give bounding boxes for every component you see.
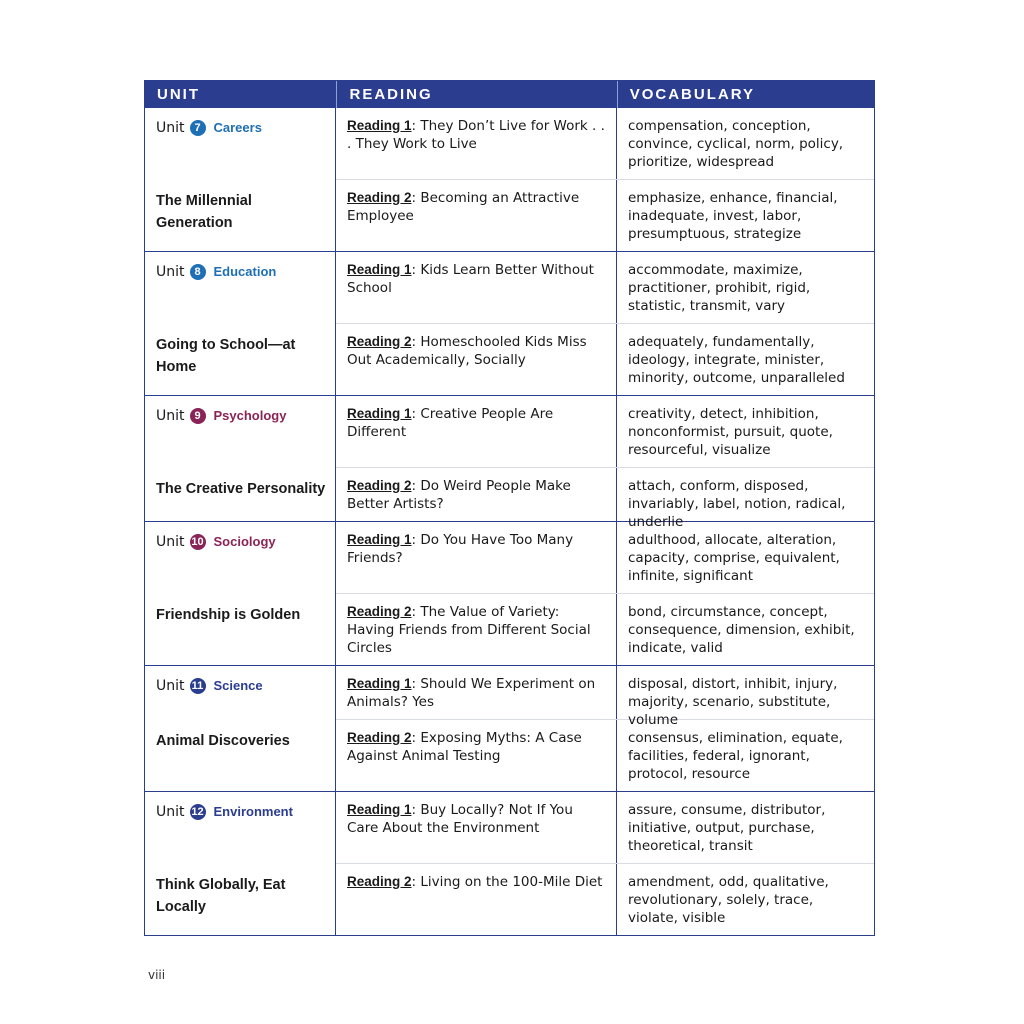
header-unit: UNIT <box>145 81 337 108</box>
reading-row <box>336 719 874 791</box>
unit-subject: Careers <box>213 120 262 135</box>
table-of-contents <box>144 80 875 936</box>
reading-row <box>336 593 874 665</box>
reading-title: : They Don’t Live for Work . . . They Work to Live <box>347 118 605 152</box>
reading-cell <box>336 396 617 467</box>
reading-label: Reading 2 <box>347 190 412 205</box>
vocabulary-cell: adulthood, allocate, alteration, capacity, comprise, equivalent, infinite, significant <box>628 532 840 584</box>
unit-subject: Education <box>213 264 277 279</box>
reading-cell <box>336 324 617 395</box>
reading-row <box>336 179 874 251</box>
unit-label <box>156 406 286 426</box>
vocabulary-cell: accommodate, maximize, practitioner, prohibit, rigid, statistic, transmit, vary <box>628 262 811 314</box>
unit-row <box>145 251 874 395</box>
unit-row <box>145 108 874 251</box>
vocabulary-cell: amendment, odd, qualitative, revolutionary, solely, trace, violate, visible <box>628 874 829 926</box>
page-number: viii <box>148 968 166 982</box>
unit-label <box>156 802 293 822</box>
reading-label: Reading 1 <box>347 676 412 691</box>
reading-title: : Should We Experiment on Animals? Yes <box>347 676 596 710</box>
reading-label: Reading 2 <box>347 478 412 493</box>
unit-word: Unit <box>156 264 185 280</box>
unit-number-badge: 7 <box>190 120 206 136</box>
unit-word: Unit <box>156 120 185 136</box>
reading-label: Reading 2 <box>347 334 412 349</box>
reading-title: : Buy Locally? Not If You Care About the Environment <box>347 802 573 836</box>
reading-cell <box>336 666 617 719</box>
reading-label: Reading 1 <box>347 406 412 421</box>
reading-title: : Homeschooled Kids Miss Out Academically, Socially <box>347 334 587 368</box>
reading-title: : Living on the 100-Mile Diet <box>411 874 603 890</box>
reading-label: Reading 1 <box>347 532 412 547</box>
reading-cell <box>336 252 617 323</box>
reading-row <box>336 252 874 323</box>
unit-cell <box>145 252 336 395</box>
reading-rows <box>336 792 874 935</box>
reading-cell <box>336 468 617 521</box>
unit-word: Unit <box>156 678 185 694</box>
reading-cell <box>336 522 617 593</box>
reading-rows <box>336 666 874 791</box>
reading-label: Reading 2 <box>347 604 412 619</box>
unit-number-badge: 9 <box>190 408 206 424</box>
unit-title: The Creative Personality <box>156 481 326 497</box>
vocabulary-cell: bond, circumstance, concept, consequence, dimension, exhibit, indicate, valid <box>628 604 855 656</box>
reading-row <box>336 666 874 728</box>
reading-label: Reading 2 <box>347 874 412 889</box>
vocabulary-cell: assure, consume, distributor, initiative, output, purchase, theoretical, transit <box>628 802 826 854</box>
reading-row <box>336 522 874 593</box>
reading-row <box>336 108 874 179</box>
unit-label <box>156 676 263 696</box>
unit-number-badge: 11 <box>190 678 206 694</box>
reading-rows <box>336 252 874 395</box>
unit-title: Friendship is Golden <box>156 607 301 623</box>
reading-rows <box>336 108 874 251</box>
vocabulary-cell: emphasize, enhance, financial, inadequate, invest, labor, presumptuous, strategize <box>628 190 838 242</box>
vocabulary-cell: creativity, detect, inhibition, nonconformist, pursuit, quote, resourceful, visualize <box>628 406 833 458</box>
unit-word: Unit <box>156 804 185 820</box>
reading-label: Reading 1 <box>347 118 412 133</box>
unit-word: Unit <box>156 408 185 424</box>
unit-subject: Environment <box>213 804 293 819</box>
table-header <box>145 81 874 108</box>
unit-number-badge: 10 <box>191 536 204 548</box>
reading-title: : The Value of Variety: Having Friends from Different Social Circles <box>347 604 591 656</box>
unit-cell <box>145 522 336 665</box>
unit-cell <box>145 792 336 935</box>
vocabulary-cell: adequately, fundamentally, ideology, integrate, minister, minority, outcome, unparalleled <box>628 334 845 386</box>
unit-cell <box>145 666 336 791</box>
vocabulary-cell: consensus, elimination, equate, facilities, federal, ignorant, protocol, resource <box>628 730 843 782</box>
reading-label: Reading 1 <box>347 802 412 817</box>
reading-title: : Exposing Myths: A Case Against Animal Testing <box>347 730 582 764</box>
unit-word: Unit <box>156 534 185 550</box>
reading-rows <box>336 396 874 530</box>
reading-row <box>336 863 874 935</box>
unit-label <box>156 262 276 282</box>
reading-row <box>336 467 874 530</box>
unit-title: Going to School—at Home <box>156 337 296 375</box>
reading-row <box>336 792 874 863</box>
unit-title: Think Globally, Eat Locally <box>156 877 286 915</box>
reading-cell <box>336 864 617 935</box>
unit-number-badge: 12 <box>191 806 204 818</box>
unit-subject: Science <box>213 678 263 693</box>
unit-row <box>145 665 874 791</box>
unit-subject: Sociology <box>213 534 276 549</box>
unit-cell <box>145 108 336 251</box>
unit-row <box>145 395 874 530</box>
units-body <box>145 108 874 935</box>
vocabulary-cell: compensation, conception, convince, cyclical, norm, policy, prioritize, widespread <box>628 118 844 170</box>
reading-cell <box>336 792 617 863</box>
unit-cell <box>145 396 336 521</box>
vocabulary-cell: attach, conform, disposed, invariably, label, notion, radical, underlie <box>628 478 846 530</box>
reading-rows <box>336 522 874 665</box>
reading-label: Reading 2 <box>347 730 412 745</box>
unit-number-badge: 8 <box>190 264 206 280</box>
reading-title: : Do You Have Too Many Friends? <box>347 532 574 566</box>
vocabulary-cell: disposal, distort, inhibit, injury, majority, scenario, substitute, volume <box>628 676 838 728</box>
reading-cell <box>336 108 617 179</box>
header-vocabulary: VOCABULARY <box>629 86 755 103</box>
reading-title: : Becoming an Attractive Employee <box>347 190 580 224</box>
reading-label: Reading 1 <box>347 262 412 277</box>
reading-cell <box>336 720 617 791</box>
reading-cell <box>336 180 617 251</box>
reading-title: : Kids Learn Better Without School <box>347 262 594 296</box>
reading-row <box>336 396 874 467</box>
unit-title: Animal Discoveries <box>156 733 290 749</box>
reading-title: : Creative People Are Different <box>347 406 554 440</box>
unit-label <box>156 532 276 552</box>
header-reading: READING <box>337 81 617 108</box>
reading-title: : Do Weird People Make Better Artists? <box>347 478 571 512</box>
unit-title: The Millennial Generation <box>156 193 252 231</box>
reading-row <box>336 323 874 395</box>
reading-cell <box>336 594 617 665</box>
unit-row <box>145 791 874 935</box>
unit-subject: Psychology <box>213 408 287 423</box>
unit-row <box>145 521 874 665</box>
unit-label <box>156 118 262 138</box>
